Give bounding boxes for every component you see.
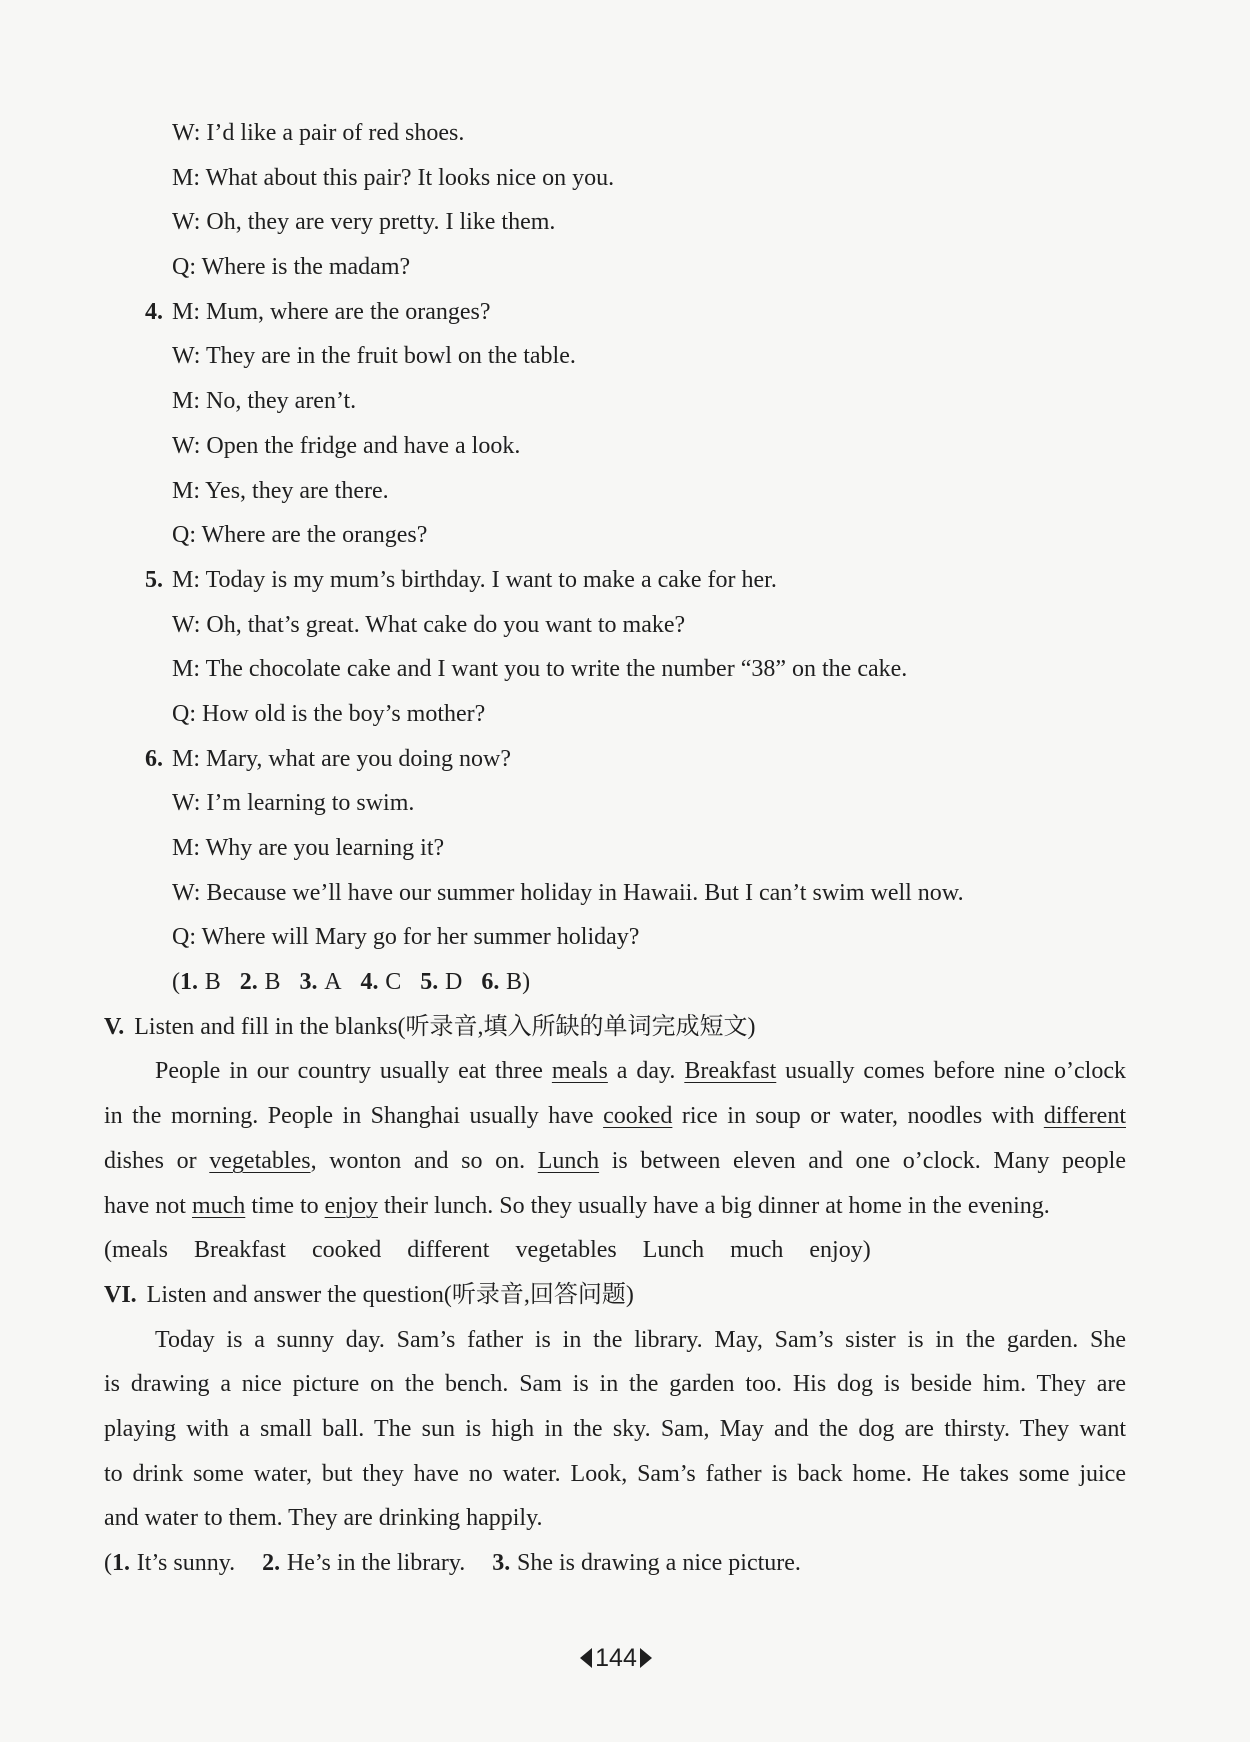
answer-number: 3. xyxy=(299,969,318,996)
dialogue-text: M: Why are you learning it? xyxy=(172,835,445,861)
dialogue-line xyxy=(0,558,1250,603)
dialogue-line xyxy=(0,469,1250,514)
answer-number: 1. xyxy=(180,969,198,996)
passage-line xyxy=(0,1362,1126,1407)
section-numeral: V. xyxy=(104,1013,125,1040)
dialogue-text: W: Oh, that’s great. What cake do you want to make? xyxy=(172,611,686,638)
passage-text: is between eleven and one o’clock. Many people xyxy=(599,1147,1127,1174)
passage-text: People in our country usually eat three xyxy=(155,1058,552,1085)
page-number-text: 144 xyxy=(595,1643,637,1672)
dialogue-text: M: The chocolate cake and I want you to write the number “38” on the cake. xyxy=(172,656,908,683)
word: meals xyxy=(112,1237,168,1264)
dialogue-text: M: Yes, they are there. xyxy=(172,477,389,504)
dialogue-text: Q: Where is the madam? xyxy=(172,254,411,281)
answer-number: 2. xyxy=(239,969,258,996)
triangle-right-icon xyxy=(640,1648,652,1668)
question-number: 4. xyxy=(145,298,163,325)
passage-line xyxy=(0,1318,1126,1363)
word: Breakfast xyxy=(193,1237,286,1264)
dialogue-line xyxy=(0,603,1250,648)
word-bank-item xyxy=(730,1237,783,1263)
section-title: Listen and answer the question(听录音,回答问题) xyxy=(146,1281,634,1308)
section-title: Listen and fill in the blanks(听录音,填入所缺的单词完成短文) xyxy=(134,1013,756,1040)
dialogue-line xyxy=(0,111,1250,156)
dialogue-line xyxy=(0,334,1250,379)
passage-line-text xyxy=(104,1184,1050,1229)
answer-text: She is drawing a nice picture. xyxy=(517,1550,801,1576)
word: much xyxy=(730,1237,784,1264)
passage-line xyxy=(0,1452,1126,1497)
dialogue-line xyxy=(0,200,1250,245)
dialogue-line xyxy=(0,737,1250,782)
dialogue-text: M: No, they aren’t. xyxy=(172,388,357,415)
word: different xyxy=(407,1237,490,1264)
passage-answers xyxy=(0,1541,1250,1586)
dialogue-line xyxy=(0,424,1250,469)
passage-text: time to xyxy=(245,1192,325,1219)
word: cooked xyxy=(311,1237,382,1264)
passage-line-text xyxy=(155,1049,1126,1094)
answer-choice: D xyxy=(444,969,463,996)
passage-text: rice in soup or water, noodles with xyxy=(672,1103,1044,1130)
passage-line-text: to drink some water, but they have no water. Look, Sam’s father is back home. He takes some juice xyxy=(104,1460,1126,1487)
close-paren: ) xyxy=(862,1237,871,1264)
dialogue-line xyxy=(0,379,1250,424)
word-bank-item xyxy=(515,1237,616,1263)
open-paren: ( xyxy=(104,1550,112,1576)
word-bank-item xyxy=(104,1237,168,1263)
dialogue-text: W: I’m learning to swim. xyxy=(172,790,415,817)
answer-choice: C xyxy=(385,969,402,996)
filled-blank-word: much xyxy=(191,1192,246,1219)
word: vegetables xyxy=(515,1237,617,1264)
dialogue-line xyxy=(0,915,1250,960)
filled-blank-word: Lunch xyxy=(537,1147,600,1174)
word-bank-item xyxy=(643,1237,704,1263)
answer-number: 4. xyxy=(360,969,379,996)
answer-item xyxy=(420,969,462,995)
dialogue-text: W: Oh, they are very pretty. I like them. xyxy=(172,209,556,236)
answer-text: It’s sunny. xyxy=(136,1550,236,1576)
answer-number: 6. xyxy=(481,969,500,996)
passage-line-text: is drawing a nice picture on the bench. Sam is in the garden too. His dog is beside him. They are xyxy=(104,1371,1126,1398)
dialogue-text: M: What about this pair? It looks nice on you. xyxy=(172,164,615,191)
passage-line-text: Today is a sunny day. Sam’s father is in the library. May, Sam’s sister is in the garden. She xyxy=(155,1326,1126,1353)
section-vi-heading xyxy=(0,1273,1250,1318)
filled-blank-word: different xyxy=(1043,1103,1126,1130)
dialogue-line xyxy=(0,692,1250,737)
answer-item xyxy=(481,969,530,995)
dialogue-line xyxy=(0,781,1250,826)
dialogue-line xyxy=(0,290,1250,335)
passage-line-text: playing with a small ball. The sun is high in the sky. Sam, May and the dog are thirsty. They want xyxy=(104,1415,1126,1442)
passage-line xyxy=(0,1184,1126,1229)
passage-text: a day. xyxy=(607,1058,685,1085)
answer-choice: B xyxy=(506,969,523,996)
dialogue-text: W: Open the fridge and have a look. xyxy=(172,432,521,459)
answer-item xyxy=(180,969,221,995)
word: Lunch xyxy=(642,1237,705,1264)
dialogue-text: Q: Where are the oranges? xyxy=(172,522,428,549)
dialogue-line xyxy=(0,245,1250,290)
answer-item xyxy=(299,969,341,995)
passage-text: usually comes before nine o’clock xyxy=(776,1058,1127,1085)
dialogue-text: W: I’d like a pair of red shoes. xyxy=(172,120,465,146)
close-paren: ) xyxy=(522,969,531,996)
passage-v xyxy=(0,1049,1250,1228)
page-content xyxy=(0,111,1250,1586)
passage-line xyxy=(0,1139,1126,1184)
word-bank-item xyxy=(407,1237,489,1263)
answer-number: 1. xyxy=(112,1550,130,1576)
filled-blank-word: meals xyxy=(551,1058,608,1085)
dialogue-text: Q: How old is the boy’s mother? xyxy=(172,700,486,727)
filled-blank-word: Breakfast xyxy=(684,1058,777,1085)
answer-choice: B xyxy=(204,969,221,996)
dialogue-line xyxy=(0,826,1250,871)
listening-answers xyxy=(0,960,1250,1005)
section-numeral: VI. xyxy=(104,1281,137,1308)
passage-line xyxy=(0,1407,1126,1452)
open-paren: ( xyxy=(104,1237,112,1264)
answer-item xyxy=(112,1550,235,1576)
passage-text: their lunch. So they usually have a big dinner at home in the evening. xyxy=(377,1192,1050,1219)
dialogue-line xyxy=(0,871,1250,916)
dialogue-text: M: Mary, what are you doing now? xyxy=(172,745,512,772)
passage-text: in the morning. People in Shanghai usually have xyxy=(104,1103,604,1130)
answer-item xyxy=(492,1550,801,1576)
word: enjoy xyxy=(809,1237,863,1264)
answer-number: 3. xyxy=(492,1550,511,1576)
dialogue-text: W: They are in the fruit bowl on the table. xyxy=(172,343,576,370)
passage-vi xyxy=(0,1318,1250,1541)
word-bank-item xyxy=(312,1237,381,1263)
answer-text: He’s in the library. xyxy=(286,1550,466,1576)
passage-line xyxy=(0,1496,1126,1541)
page-number xyxy=(0,1636,1232,1680)
answer-item xyxy=(240,969,281,995)
open-paren: ( xyxy=(172,969,180,996)
question-number: 5. xyxy=(145,566,163,593)
passage-line xyxy=(0,1094,1126,1139)
answer-choice: A xyxy=(324,969,342,996)
dialogue-text: W: Because we’ll have our summer holiday in Hawaii. But I can’t swim well now. xyxy=(172,879,964,906)
answer-number: 5. xyxy=(420,969,439,996)
passage-line-text xyxy=(104,1139,1126,1184)
dialogue-text: Q: Where will Mary go for her summer holiday? xyxy=(172,924,640,951)
dialogue-text: M: Today is my mum’s birthday. I want to make a cake for her. xyxy=(172,566,777,593)
passage-text: have not xyxy=(104,1192,192,1219)
filled-blank-word: cooked xyxy=(603,1103,673,1130)
filled-blank-word: vegetables xyxy=(209,1147,311,1174)
section-v-heading xyxy=(0,1005,1250,1050)
filled-blank-word: enjoy xyxy=(324,1192,378,1219)
question-number: 6. xyxy=(145,745,163,772)
listening-script xyxy=(0,111,1250,960)
dialogue-line xyxy=(0,513,1250,558)
triangle-left-icon xyxy=(580,1648,592,1668)
answer-item xyxy=(262,1550,465,1576)
passage-line-text xyxy=(104,1094,1126,1139)
word-bank xyxy=(0,1228,1250,1273)
dialogue-line xyxy=(0,647,1250,692)
word-bank-item xyxy=(809,1237,870,1263)
passage-line-text: and water to them. They are drinking happily. xyxy=(104,1505,543,1532)
dialogue-line xyxy=(0,156,1250,201)
answer-choice: B xyxy=(264,969,281,996)
passage-line xyxy=(0,1049,1126,1094)
passage-text: dishes or xyxy=(104,1147,210,1174)
answer-number: 2. xyxy=(262,1550,281,1576)
answer-item xyxy=(361,969,402,995)
word-bank-item xyxy=(194,1237,286,1263)
passage-text: , wonton and so on. xyxy=(310,1147,538,1174)
dialogue-text: M: Mum, where are the oranges? xyxy=(172,298,491,325)
